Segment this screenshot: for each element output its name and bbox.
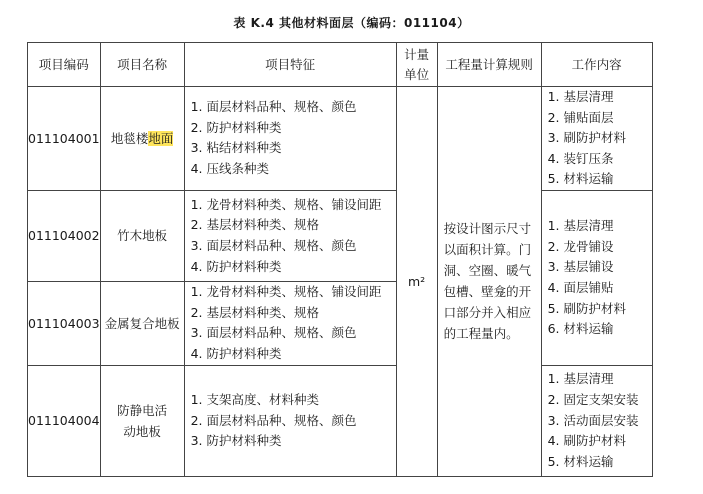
feature-line: 1. 面层材料品种、规格、颜色 (190, 99, 357, 115)
item-features (184, 190, 396, 281)
unit-cell: m² (396, 87, 437, 477)
header-rule: 工程量计算规则 (437, 43, 541, 87)
work-cell (541, 190, 652, 365)
work-line: 3. 刷防护材料 (547, 130, 626, 146)
work-line: 2. 铺贴面层 (547, 109, 614, 125)
feature-line: 2. 面层材料品种、规格、颜色 (190, 412, 357, 428)
item-code: 011104004 (28, 365, 101, 476)
feature-line: 3. 面层材料品种、规格、颜色 (190, 237, 357, 253)
work-line: 2. 固定支架安装 (547, 392, 639, 408)
item-name (100, 365, 184, 476)
header-code: 项目编码 (28, 43, 101, 87)
item-name (100, 87, 184, 191)
feature-line: 4. 压线条种类 (190, 161, 269, 177)
item-code: 011104001 (28, 87, 101, 191)
feature-line: 3. 防护材料种类 (190, 433, 282, 449)
table-row (28, 87, 653, 191)
feature-line: 1. 龙骨材料种类、规格、铺设间距 (190, 284, 382, 300)
header-unit-label: 计量单位 (404, 46, 430, 82)
work-line: 5. 刷防护材料 (547, 300, 626, 316)
work-line: 3. 活动面层安装 (547, 412, 639, 428)
work-line: 4. 装钉压条 (547, 150, 614, 166)
item-name: 金属复合地板 (100, 281, 184, 365)
rule-cell (437, 87, 541, 477)
table-caption: 表 K.4 其他材料面层（编码：011104） (233, 16, 470, 30)
materials-table (27, 42, 653, 477)
feature-line: 1. 龙骨材料种类、规格、铺设间距 (190, 196, 382, 212)
item-code: 011104003 (28, 281, 101, 365)
rule-text: 按设计图示尺寸以面积计算。门洞、空圈、暖气包槽、壁龛的开口部分并入相应的工程量内。 (443, 221, 532, 342)
work-line: 1. 基层清理 (547, 218, 614, 234)
work-line: 5. 材料运输 (547, 453, 614, 469)
highlighted-text: 地面 (148, 130, 174, 146)
item-name: 竹木地板 (100, 190, 184, 281)
work-line: 3. 基层铺设 (547, 259, 614, 275)
header-unit (396, 43, 437, 87)
work-line: 1. 基层清理 (547, 89, 614, 104)
feature-line: 2. 基层材料种类、规格 (190, 217, 319, 233)
feature-line: 4. 防护材料种类 (190, 258, 282, 274)
table-row (28, 365, 653, 476)
feature-line: 3. 面层材料品种、规格、颜色 (190, 325, 357, 341)
work-line: 5. 材料运输 (547, 171, 614, 187)
table-row (28, 190, 653, 281)
work-line: 4. 面层铺贴 (547, 279, 614, 295)
header-name: 项目名称 (100, 43, 184, 87)
item-features (184, 87, 396, 191)
work-line: 2. 龙骨铺设 (547, 238, 614, 254)
item-code: 011104002 (28, 190, 101, 281)
header-row (28, 43, 653, 87)
feature-line: 2. 防护材料种类 (190, 119, 282, 135)
feature-line: 3. 粘结材料种类 (190, 140, 282, 156)
header-work: 工作内容 (541, 43, 652, 87)
feature-line: 4. 防护材料种类 (190, 346, 282, 362)
header-features: 项目特征 (184, 43, 396, 87)
work-line: 4. 刷防护材料 (547, 433, 626, 449)
work-cell (541, 365, 652, 476)
work-line: 1. 基层清理 (547, 371, 614, 387)
work-line: 6. 材料运输 (547, 321, 614, 337)
item-features (184, 281, 396, 365)
item-name-text: 地毯楼 (110, 130, 149, 146)
feature-line: 1. 支架高度、材料种类 (190, 392, 319, 408)
item-features (184, 365, 396, 476)
item-name-text: 防静电活动地板 (117, 402, 168, 439)
work-cell (541, 87, 652, 191)
feature-line: 2. 基层材料种类、规格 (190, 304, 319, 320)
